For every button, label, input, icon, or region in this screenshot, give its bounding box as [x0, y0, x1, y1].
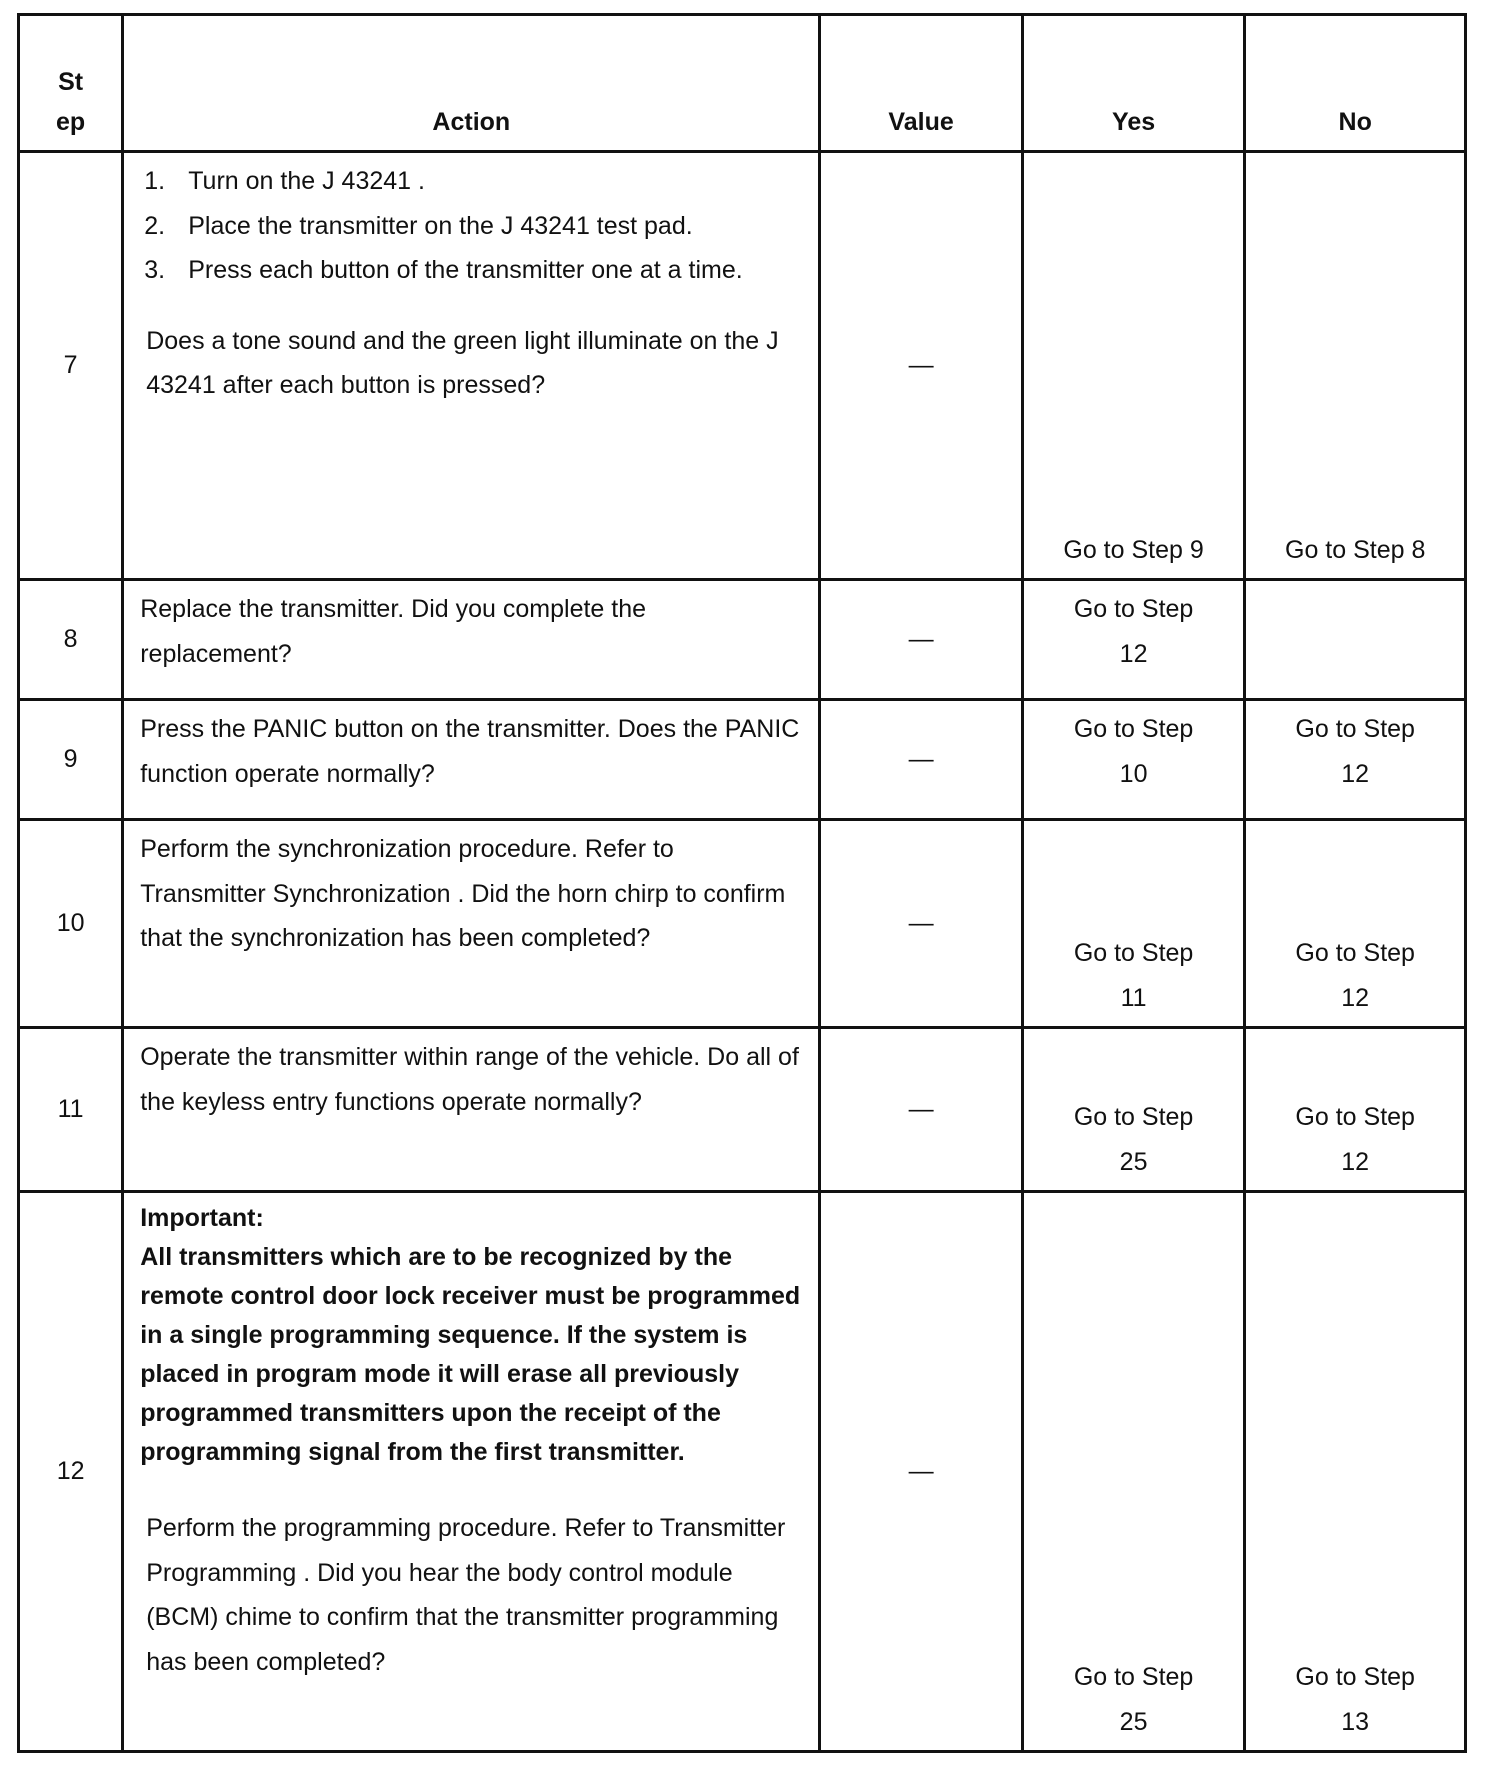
step-number: 8: [19, 580, 123, 700]
action-cell: [123, 152, 820, 580]
step-header: St ep: [19, 15, 123, 152]
list-text: Place the transmitter on the J 43241 test pad.: [188, 211, 693, 240]
no-header: No: [1245, 15, 1466, 152]
procedure-table: [17, 13, 1467, 1753]
table-row: [19, 1028, 1466, 1192]
list-number: 3.: [144, 256, 166, 284]
list-text: Press each button of the transmitter one at a time.: [188, 256, 743, 284]
value-cell: —: [820, 580, 1022, 700]
yes-header: Yes: [1022, 15, 1245, 152]
value-cell: —: [820, 152, 1022, 580]
list-item: [140, 248, 804, 293]
table-row: [19, 1192, 1466, 1752]
list-item: [140, 204, 804, 249]
step-number: 12: [19, 1192, 123, 1752]
value-cell: —: [820, 700, 1022, 820]
important-heading: Important:: [140, 1204, 264, 1232]
yes-cell: Go to Step 11: [1022, 820, 1245, 1028]
action-steps-list: [140, 159, 804, 293]
step-number: 11: [19, 1028, 123, 1192]
action-cell: Operate the transmitter within range of the vehicle. Do all of the keyless entry functions operate normally?: [123, 1028, 820, 1192]
value-cell: —: [820, 1192, 1022, 1752]
list-number: 2.: [144, 211, 166, 240]
action-header: Action: [123, 15, 820, 152]
value-header: Value: [820, 15, 1022, 152]
action-cell: Press the PANIC button on the transmitter. Does the PANIC function operate normally?: [123, 700, 820, 820]
step-number: 7: [19, 152, 123, 580]
action-question: Does a tone sound and the green light illuminate on the J 43241 after each button is pressed?: [146, 326, 779, 399]
list-number: 1.: [144, 167, 166, 195]
step-number: 9: [19, 700, 123, 820]
action-cell: [123, 1192, 820, 1752]
no-cell: Go to Step 12: [1245, 820, 1466, 1028]
yes-cell: Go to Step 25: [1022, 1028, 1245, 1192]
yes-cell: Go to Step 12: [1022, 580, 1245, 700]
list-text: Turn on the J 43241 .: [188, 167, 425, 195]
yes-cell: Go to Step 9: [1022, 152, 1245, 580]
important-text: All transmitters which are to be recognized by the remote control door lock receiver must be programmed in a single programming sequence. If the system is placed in program mode it will erase all previously programmed transmitters upon the receipt of the programming signal from the first transmitter.: [140, 1243, 801, 1466]
important-note: [140, 1199, 804, 1472]
table-row: [19, 820, 1466, 1028]
yes-cell: Go to Step 10: [1022, 700, 1245, 820]
action-question: Perform the programming procedure. Refer to Transmitter Programming . Did you hear the body control module (BCM) chime to confirm that the transmitter programming has been completed?: [146, 1514, 786, 1676]
value-cell: —: [820, 820, 1022, 1028]
no-cell: Go to Step 12: [1245, 700, 1466, 820]
table-row: [19, 580, 1466, 700]
list-item: [140, 159, 804, 204]
no-cell: Go to Step 8: [1245, 152, 1466, 580]
table-row: [19, 700, 1466, 820]
action-cell: Perform the synchronization procedure. Refer to Transmitter Synchronization . Did the horn chirp to confirm that the synchronization has been completed?: [123, 820, 820, 1028]
no-cell: [1245, 580, 1466, 700]
yes-cell: Go to Step 25: [1022, 1192, 1245, 1752]
table-row: [19, 152, 1466, 580]
no-cell: Go to Step 13: [1245, 1192, 1466, 1752]
step-number: 10: [19, 820, 123, 1028]
header-row: [19, 15, 1466, 152]
action-cell: Replace the transmitter. Did you complete the replacement?: [123, 580, 820, 700]
value-cell: —: [820, 1028, 1022, 1192]
no-cell: Go to Step 12: [1245, 1028, 1466, 1192]
